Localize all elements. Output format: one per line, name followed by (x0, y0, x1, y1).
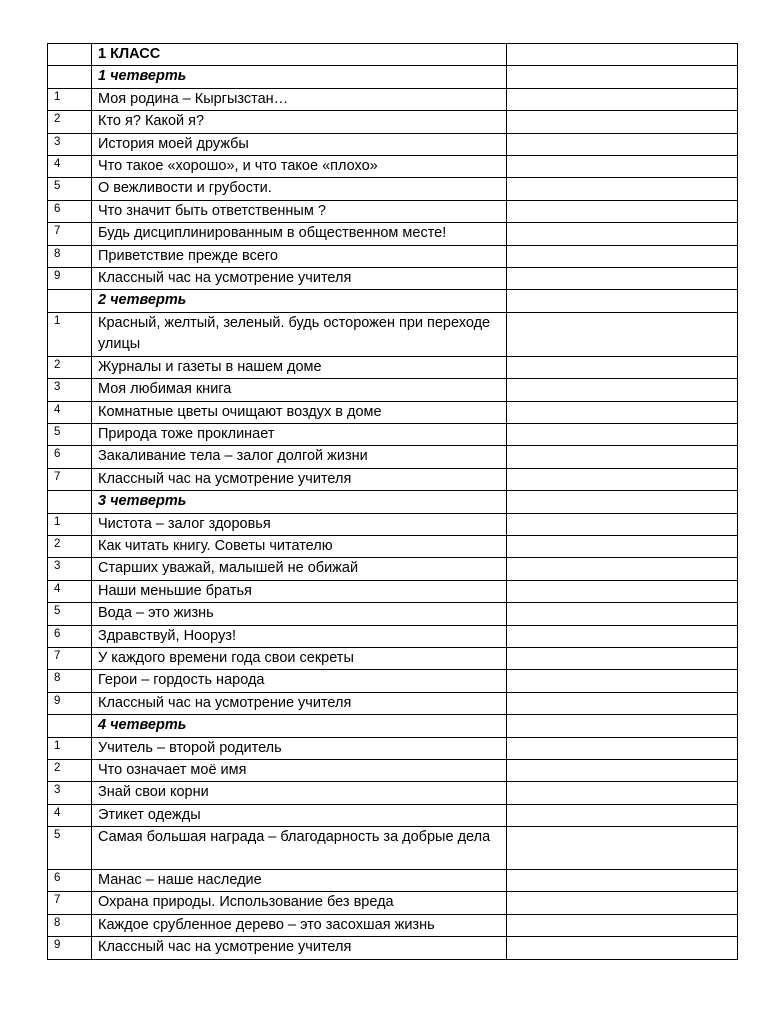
lesson-number: 7 (48, 468, 92, 490)
lesson-number: 3 (48, 133, 92, 155)
lesson-number: 2 (48, 760, 92, 782)
quarter-title: 3 четверть (92, 491, 507, 513)
lesson-row (48, 558, 738, 580)
lesson-topic: Моя любимая книга (92, 379, 507, 401)
lesson-extra-cell (507, 558, 738, 580)
lesson-number: 4 (48, 804, 92, 826)
lesson-topic: О вежливости и грубости. (92, 178, 507, 200)
lesson-topic: Что значит быть ответственным ? (92, 200, 507, 222)
lesson-extra-cell (507, 513, 738, 535)
lesson-number: 6 (48, 200, 92, 222)
lesson-topic: Здравствуй, Нооруз! (92, 625, 507, 647)
lesson-row (48, 827, 738, 870)
lesson-topic: Классный час на усмотрение учителя (92, 692, 507, 714)
lesson-row (48, 379, 738, 401)
lesson-topic: Учитель – второй родитель (92, 737, 507, 759)
quarter-heading-row (48, 715, 738, 737)
lesson-row (48, 603, 738, 625)
lesson-row (48, 223, 738, 245)
lesson-number: 4 (48, 580, 92, 602)
lesson-number: 4 (48, 401, 92, 423)
lesson-extra-cell (507, 827, 738, 870)
lesson-topic: Что означает моё имя (92, 760, 507, 782)
lesson-row (48, 580, 738, 602)
lesson-topic: Манас – наше наследие (92, 870, 507, 892)
lesson-number: 1 (48, 513, 92, 535)
lesson-number: 2 (48, 356, 92, 378)
lesson-topic: Закаливание тела – залог долгой жизни (92, 446, 507, 468)
lesson-topic: Этикет одежды (92, 804, 507, 826)
lesson-plan-table (47, 43, 738, 960)
quarter-title: 1 четверть (92, 66, 507, 88)
lesson-topic: Журналы и газеты в нашем доме (92, 356, 507, 378)
lesson-row (48, 937, 738, 959)
lesson-row (48, 692, 738, 714)
lesson-extra-cell (507, 178, 738, 200)
class-title-num-cell (48, 44, 92, 66)
lesson-plan-body (48, 44, 738, 960)
lesson-topic: Герои – гордость народа (92, 670, 507, 692)
lesson-row (48, 268, 738, 290)
lesson-extra-cell (507, 535, 738, 557)
lesson-number: 8 (48, 245, 92, 267)
lesson-topic: Классный час на усмотрение учителя (92, 468, 507, 490)
lesson-topic: У каждого времени года свои секреты (92, 647, 507, 669)
lesson-topic: Чистота – залог здоровья (92, 513, 507, 535)
lesson-row (48, 133, 738, 155)
lesson-number: 9 (48, 937, 92, 959)
lesson-number: 1 (48, 88, 92, 110)
lesson-row (48, 647, 738, 669)
lesson-extra-cell (507, 468, 738, 490)
lesson-extra-cell (507, 603, 738, 625)
lesson-number: 2 (48, 535, 92, 557)
lesson-number: 8 (48, 914, 92, 936)
lesson-extra-cell (507, 670, 738, 692)
lesson-number: 7 (48, 223, 92, 245)
lesson-extra-cell (507, 625, 738, 647)
lesson-row (48, 312, 738, 356)
quarter-extra-cell (507, 491, 738, 513)
class-title-extra-cell (507, 44, 738, 66)
lesson-number: 2 (48, 111, 92, 133)
class-title-row (48, 44, 738, 66)
lesson-row (48, 737, 738, 759)
lesson-extra-cell (507, 692, 738, 714)
lesson-extra-cell (507, 133, 738, 155)
lesson-extra-cell (507, 401, 738, 423)
lesson-extra-cell (507, 647, 738, 669)
lesson-topic: Старших уважай, малышей не обижай (92, 558, 507, 580)
quarter-num-cell (48, 715, 92, 737)
quarter-num-cell (48, 66, 92, 88)
lesson-row (48, 356, 738, 378)
quarter-title: 4 четверть (92, 715, 507, 737)
lesson-number: 3 (48, 379, 92, 401)
lesson-row (48, 760, 738, 782)
lesson-row (48, 401, 738, 423)
lesson-topic: Наши меньшие братья (92, 580, 507, 602)
lesson-row (48, 88, 738, 110)
lesson-number: 6 (48, 446, 92, 468)
lesson-extra-cell (507, 88, 738, 110)
lesson-number: 1 (48, 312, 92, 356)
lesson-extra-cell (507, 782, 738, 804)
lesson-number: 5 (48, 603, 92, 625)
lesson-extra-cell (507, 760, 738, 782)
lesson-topic: Каждое срубленное дерево – это засохшая жизнь (92, 914, 507, 936)
lesson-extra-cell (507, 312, 738, 356)
quarter-title: 2 четверть (92, 290, 507, 312)
lesson-topic: Комнатные цветы очищают воздух в доме (92, 401, 507, 423)
lesson-number: 5 (48, 178, 92, 200)
lesson-row (48, 914, 738, 936)
lesson-number: 3 (48, 782, 92, 804)
lesson-number: 1 (48, 737, 92, 759)
lesson-topic: Классный час на усмотрение учителя (92, 937, 507, 959)
lesson-extra-cell (507, 446, 738, 468)
lesson-number: 9 (48, 692, 92, 714)
quarter-heading-row (48, 290, 738, 312)
lesson-topic: Как читать книгу. Советы читателю (92, 535, 507, 557)
lesson-extra-cell (507, 737, 738, 759)
quarter-heading-row (48, 491, 738, 513)
lesson-topic: Охрана природы. Использование без вреда (92, 892, 507, 914)
lesson-row (48, 156, 738, 178)
lesson-row (48, 625, 738, 647)
lesson-topic: Природа тоже проклинает (92, 423, 507, 445)
lesson-row (48, 111, 738, 133)
lesson-row (48, 892, 738, 914)
lesson-number: 5 (48, 827, 92, 870)
quarter-extra-cell (507, 290, 738, 312)
lesson-row (48, 782, 738, 804)
lesson-number: 4 (48, 156, 92, 178)
lesson-number: 5 (48, 423, 92, 445)
lesson-extra-cell (507, 914, 738, 936)
lesson-row (48, 245, 738, 267)
lesson-topic: Вода – это жизнь (92, 603, 507, 625)
lesson-row (48, 804, 738, 826)
lesson-topic: Красный, желтый, зеленый. будь осторожен при переходе улицы (92, 312, 507, 356)
quarter-extra-cell (507, 66, 738, 88)
lesson-row (48, 670, 738, 692)
quarter-num-cell (48, 491, 92, 513)
lesson-number: 8 (48, 670, 92, 692)
lesson-topic: История моей дружбы (92, 133, 507, 155)
lesson-extra-cell (507, 223, 738, 245)
lesson-extra-cell (507, 245, 738, 267)
lesson-extra-cell (507, 156, 738, 178)
lesson-extra-cell (507, 200, 738, 222)
lesson-extra-cell (507, 423, 738, 445)
lesson-number: 7 (48, 892, 92, 914)
lesson-extra-cell (507, 580, 738, 602)
lesson-row (48, 200, 738, 222)
quarter-num-cell (48, 290, 92, 312)
lesson-extra-cell (507, 111, 738, 133)
lesson-topic: Кто я? Какой я? (92, 111, 507, 133)
lesson-row (48, 423, 738, 445)
lesson-extra-cell (507, 870, 738, 892)
quarter-extra-cell (507, 715, 738, 737)
lesson-topic: Классный час на усмотрение учителя (92, 268, 507, 290)
lesson-extra-cell (507, 268, 738, 290)
lesson-topic: Моя родина – Кыргызстан… (92, 88, 507, 110)
lesson-number: 6 (48, 870, 92, 892)
lesson-number: 3 (48, 558, 92, 580)
lesson-extra-cell (507, 356, 738, 378)
lesson-extra-cell (507, 892, 738, 914)
class-title: 1 КЛАСС (92, 44, 507, 66)
lesson-number: 6 (48, 625, 92, 647)
lesson-topic: Знай свои корни (92, 782, 507, 804)
lesson-topic: Приветствие прежде всего (92, 245, 507, 267)
lesson-row (48, 468, 738, 490)
lesson-extra-cell (507, 804, 738, 826)
lesson-row (48, 870, 738, 892)
lesson-number: 9 (48, 268, 92, 290)
lesson-row (48, 446, 738, 468)
lesson-topic: Самая большая награда – благодарность за добрые дела (92, 827, 507, 870)
lesson-row (48, 535, 738, 557)
lesson-extra-cell (507, 937, 738, 959)
lesson-topic: Будь дисциплинированным в общественном месте! (92, 223, 507, 245)
lesson-extra-cell (507, 379, 738, 401)
lesson-number: 7 (48, 647, 92, 669)
lesson-row (48, 178, 738, 200)
lesson-topic: Что такое «хорошо», и что такое «плохо» (92, 156, 507, 178)
lesson-row (48, 513, 738, 535)
quarter-heading-row (48, 66, 738, 88)
